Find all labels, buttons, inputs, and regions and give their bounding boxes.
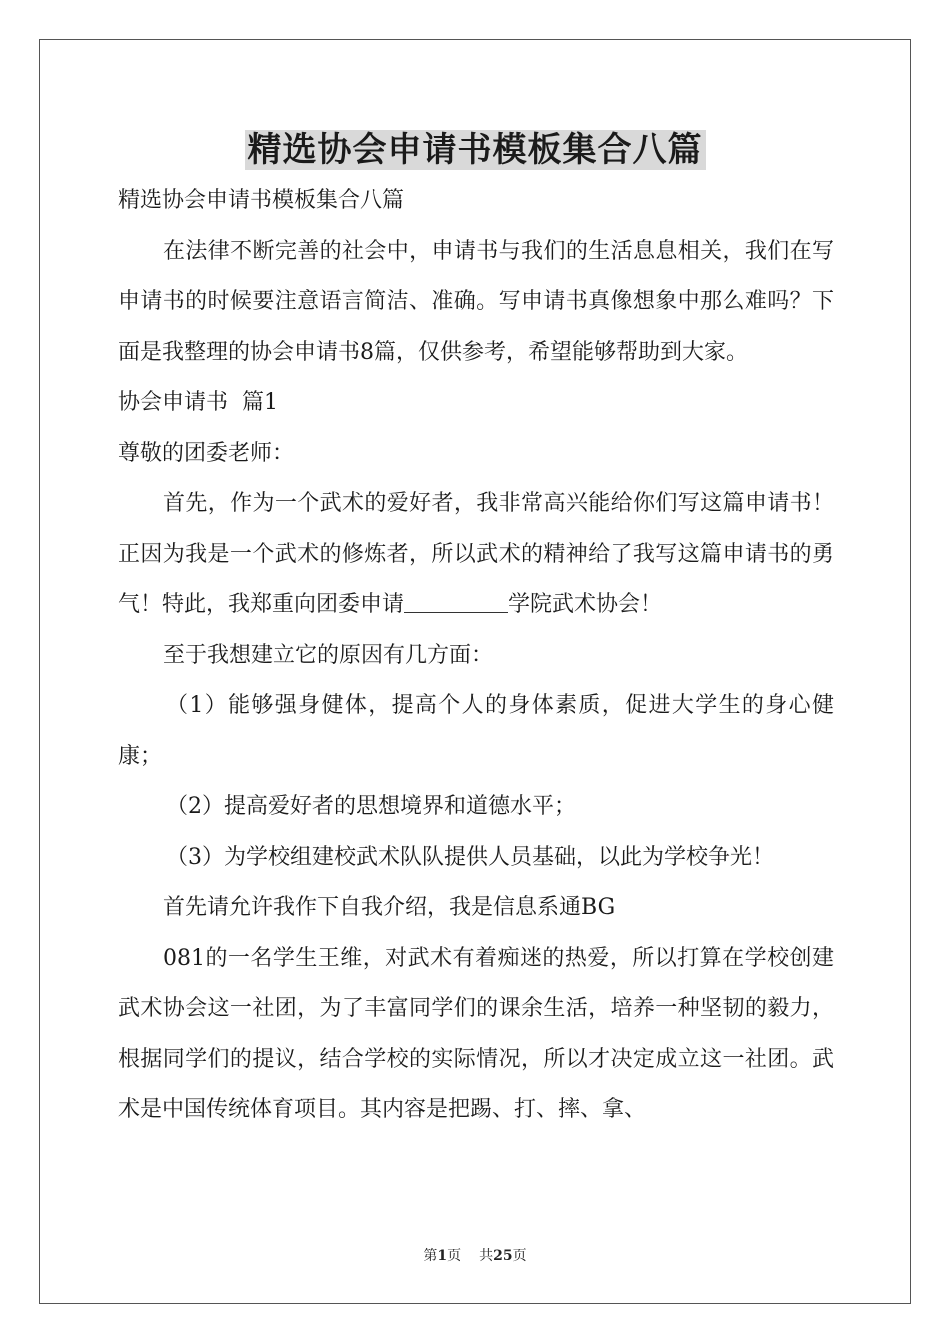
paragraph-1-tail: 学院武术协会！	[508, 592, 663, 617]
paragraph-1	[118, 479, 834, 631]
document-body	[118, 176, 834, 1136]
paragraph-1-text: 首先，作为一个武术的爱好者，我非常高兴能给你们写这篇申请书！正因为我是一个武术的修炼者，所以武术的精神给了我写这篇申请书的勇气！特此，我郑重向团委申请	[118, 491, 834, 617]
paragraph-3: 首先请允许我作下自我介绍，我是信息系通BG	[163, 895, 616, 920]
footer-page-prefix: 第	[423, 1248, 438, 1264]
footer-page-suffix: 页	[447, 1248, 462, 1264]
footer-page-number: 1	[437, 1248, 448, 1264]
list-item-1: （1）能够强身健体，提高个人的身体素质，促进大学生的身心健康；	[118, 693, 834, 769]
intro-paragraph: 在法律不断完善的社会中，申请书与我们的生活息息相关，我们在写申请书的时候要注意语言简洁、准确。写申请书真像想象中那么难吗？下面是我整理的协会申请书8篇，仅供参考，希望能够帮助到大家。	[118, 238, 834, 365]
subtitle: 精选协会申请书模板集合八篇	[118, 188, 405, 213]
footer-total-number: 25	[493, 1248, 513, 1264]
paragraph-4: 081的一名学生王维，对武术有着痴迷的热爱，所以打算在学校创建武术协会这一社团，为了丰富同学们的课余生活，培养一种坚韧的毅力，根据同学们的提议，结合学校的实际情况，所以才决定成立这一社团。武术是中国传统体育项目。其内容是把踢、打、摔、拿、	[118, 945, 834, 1122]
document-title	[0, 124, 950, 176]
fill-in-blank	[404, 590, 508, 613]
salutation: 尊敬的团委老师：	[118, 440, 295, 466]
title-text: 精选协会申请书模板集合八篇	[245, 130, 706, 170]
list-item-3: （3）为学校组建校武术队队提供人员基础，以此为学校争光！	[166, 844, 774, 870]
list-item-2: （2）提高爱好者的思想境界和道德水平；	[166, 794, 576, 819]
section-heading: 协会申请书 篇1	[118, 390, 278, 415]
footer-total-prefix: 共	[479, 1248, 494, 1264]
page-footer	[0, 1246, 950, 1266]
footer-total-suffix: 页	[512, 1248, 527, 1264]
paragraph-2: 至于我想建立它的原因有几方面：	[163, 642, 494, 668]
